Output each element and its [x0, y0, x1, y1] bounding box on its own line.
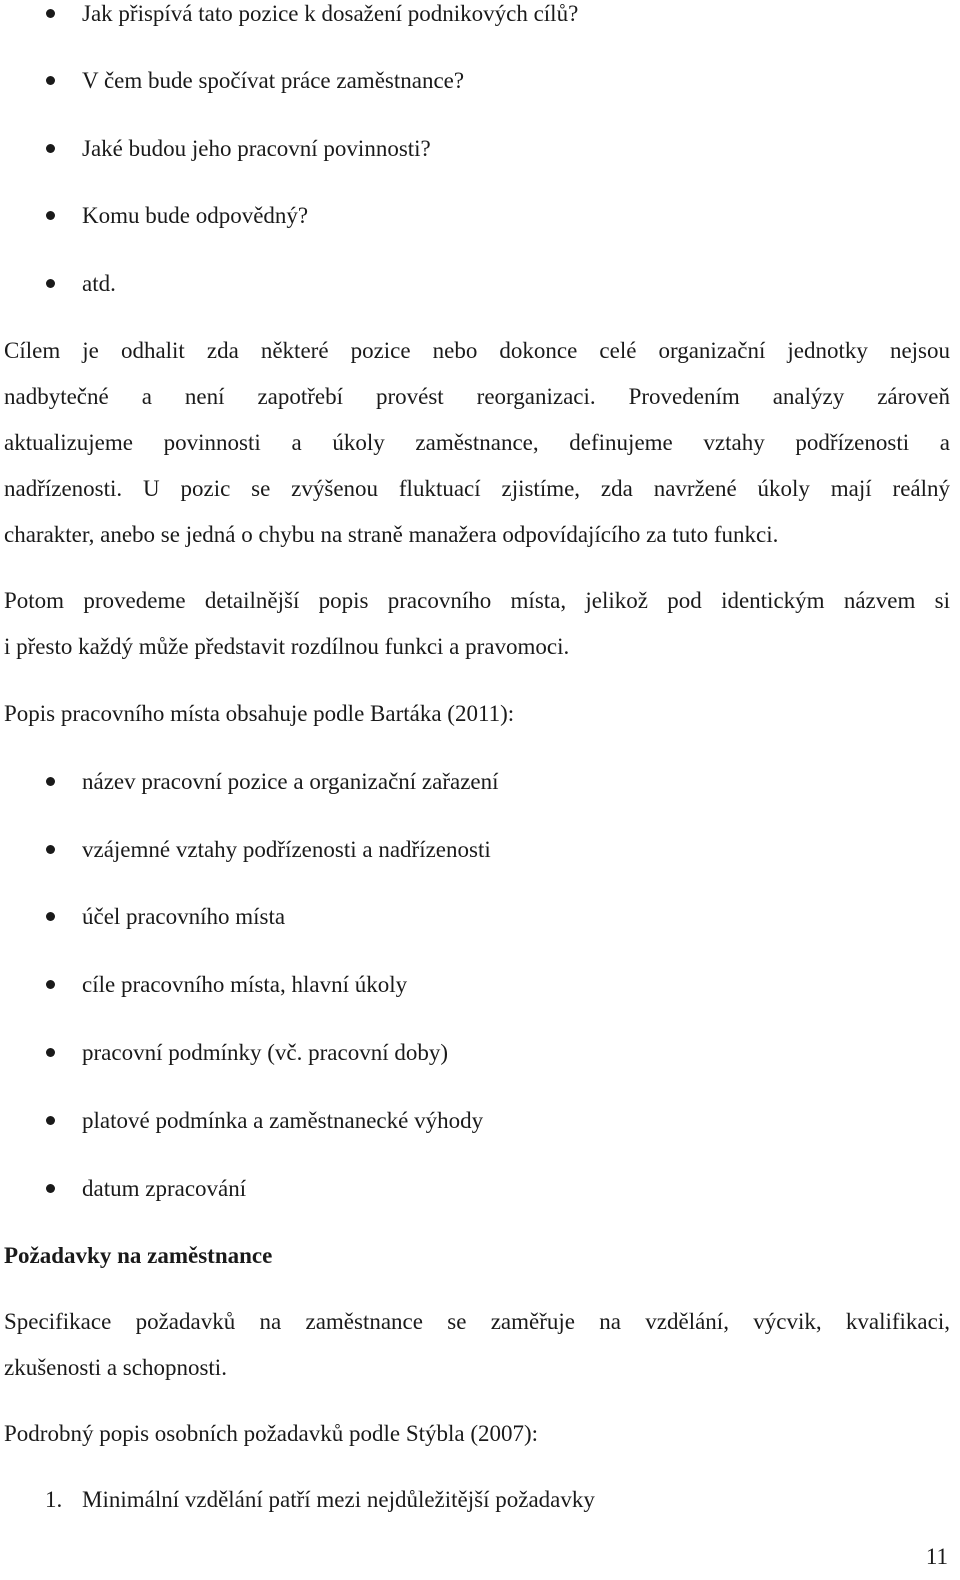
list-item	[82, 835, 491, 865]
bullet-icon	[46, 912, 55, 921]
paragraph-line: Potom provedeme detailnější popis pracovního místa, jelikož pod identickým názvem si	[4, 588, 950, 613]
list-item-text: název pracovní pozice a organizační zařazení	[82, 769, 499, 794]
list-item-text: vzájemné vztahy podřízenosti a nadřízenosti	[82, 837, 491, 862]
paragraph-line: Cílem je odhalit zda některé pozice nebo dokonce celé organizační jednotky nejsou	[4, 338, 950, 363]
page-number: 11	[925, 1544, 948, 1569]
list-item-text: Jak přispívá tato pozice k dosažení podnikových cílů?	[82, 1, 579, 26]
list-item	[82, 134, 431, 164]
list-item-text: V čem bude spočívat práce zaměstnance?	[82, 68, 465, 93]
paragraph-line: aktualizujeme povinnosti a úkoly zaměstnance, definujeme vztahy podřízenosti a	[4, 430, 950, 455]
paragraph-line: nadbytečné a není zapotřebí provést reorganizaci. Provedením analýzy zároveň	[4, 384, 950, 409]
list-item	[82, 1174, 246, 1204]
list-item-text: atd.	[82, 271, 116, 296]
list-item	[82, 767, 499, 797]
list-item-text: účel pracovního místa	[82, 904, 286, 929]
bullet-icon	[46, 1184, 55, 1193]
list-item-text: platové podmínka a zaměstnanecké výhody	[82, 1108, 484, 1133]
bullet-icon	[46, 1116, 55, 1125]
list-item	[82, 1038, 448, 1068]
paragraph-line: zkušenosti a schopnosti.	[4, 1355, 227, 1380]
list-item-text: Minimální vzdělání patří mezi nejdůležitější požadavky	[82, 1487, 595, 1512]
list-item-text: pracovní podmínky (vč. pracovní doby)	[82, 1040, 448, 1065]
list-item	[82, 66, 464, 96]
bullet-icon	[46, 76, 55, 85]
list-item-text: Jaké budou jeho pracovní povinnosti?	[82, 136, 431, 161]
section-heading: Požadavky na zaměstnance	[4, 1243, 273, 1268]
paragraph-line: nadřízenosti. U pozic se zvýšenou fluktuací zjistíme, zda navržené úkoly mají reálný	[4, 476, 950, 501]
bullet-icon	[46, 845, 55, 854]
list-item	[82, 201, 308, 231]
paragraph-line: Specifikace požadavků na zaměstnance se zaměřuje na vzdělání, výcvik, kvalifikaci,	[4, 1309, 950, 1334]
list-item	[82, 269, 116, 299]
bullet-icon	[46, 9, 55, 18]
paragraph-line: i přesto každý může představit rozdílnou funkci a pravomoci.	[4, 634, 570, 659]
bullet-icon	[46, 1048, 55, 1057]
bullet-icon	[46, 777, 55, 786]
paragraph-line: charakter, anebo se jedná o chybu na straně manažera odpovídajícího za tuto funkci.	[4, 522, 779, 547]
bullet-icon	[46, 144, 55, 153]
list-item	[82, 1106, 483, 1136]
list-number: 1.	[45, 1487, 63, 1512]
list-item	[82, 902, 285, 932]
list-item-text: datum zpracování	[82, 1176, 247, 1201]
bullet-icon	[46, 279, 55, 288]
paragraph-line: Podrobný popis osobních požadavků podle Stýbla (2007):	[4, 1421, 539, 1446]
list-item-text: cíle pracovního místa, hlavní úkoly	[82, 972, 408, 997]
list-item-text: Komu bude odpovědný?	[82, 203, 309, 228]
bullet-icon	[46, 211, 55, 220]
paragraph-line: Popis pracovního místa obsahuje podle Bartáka (2011):	[4, 701, 515, 726]
numbered-list-item	[45, 1485, 595, 1515]
list-item	[82, 970, 407, 1000]
bullet-icon	[46, 980, 55, 989]
list-item	[82, 0, 578, 29]
